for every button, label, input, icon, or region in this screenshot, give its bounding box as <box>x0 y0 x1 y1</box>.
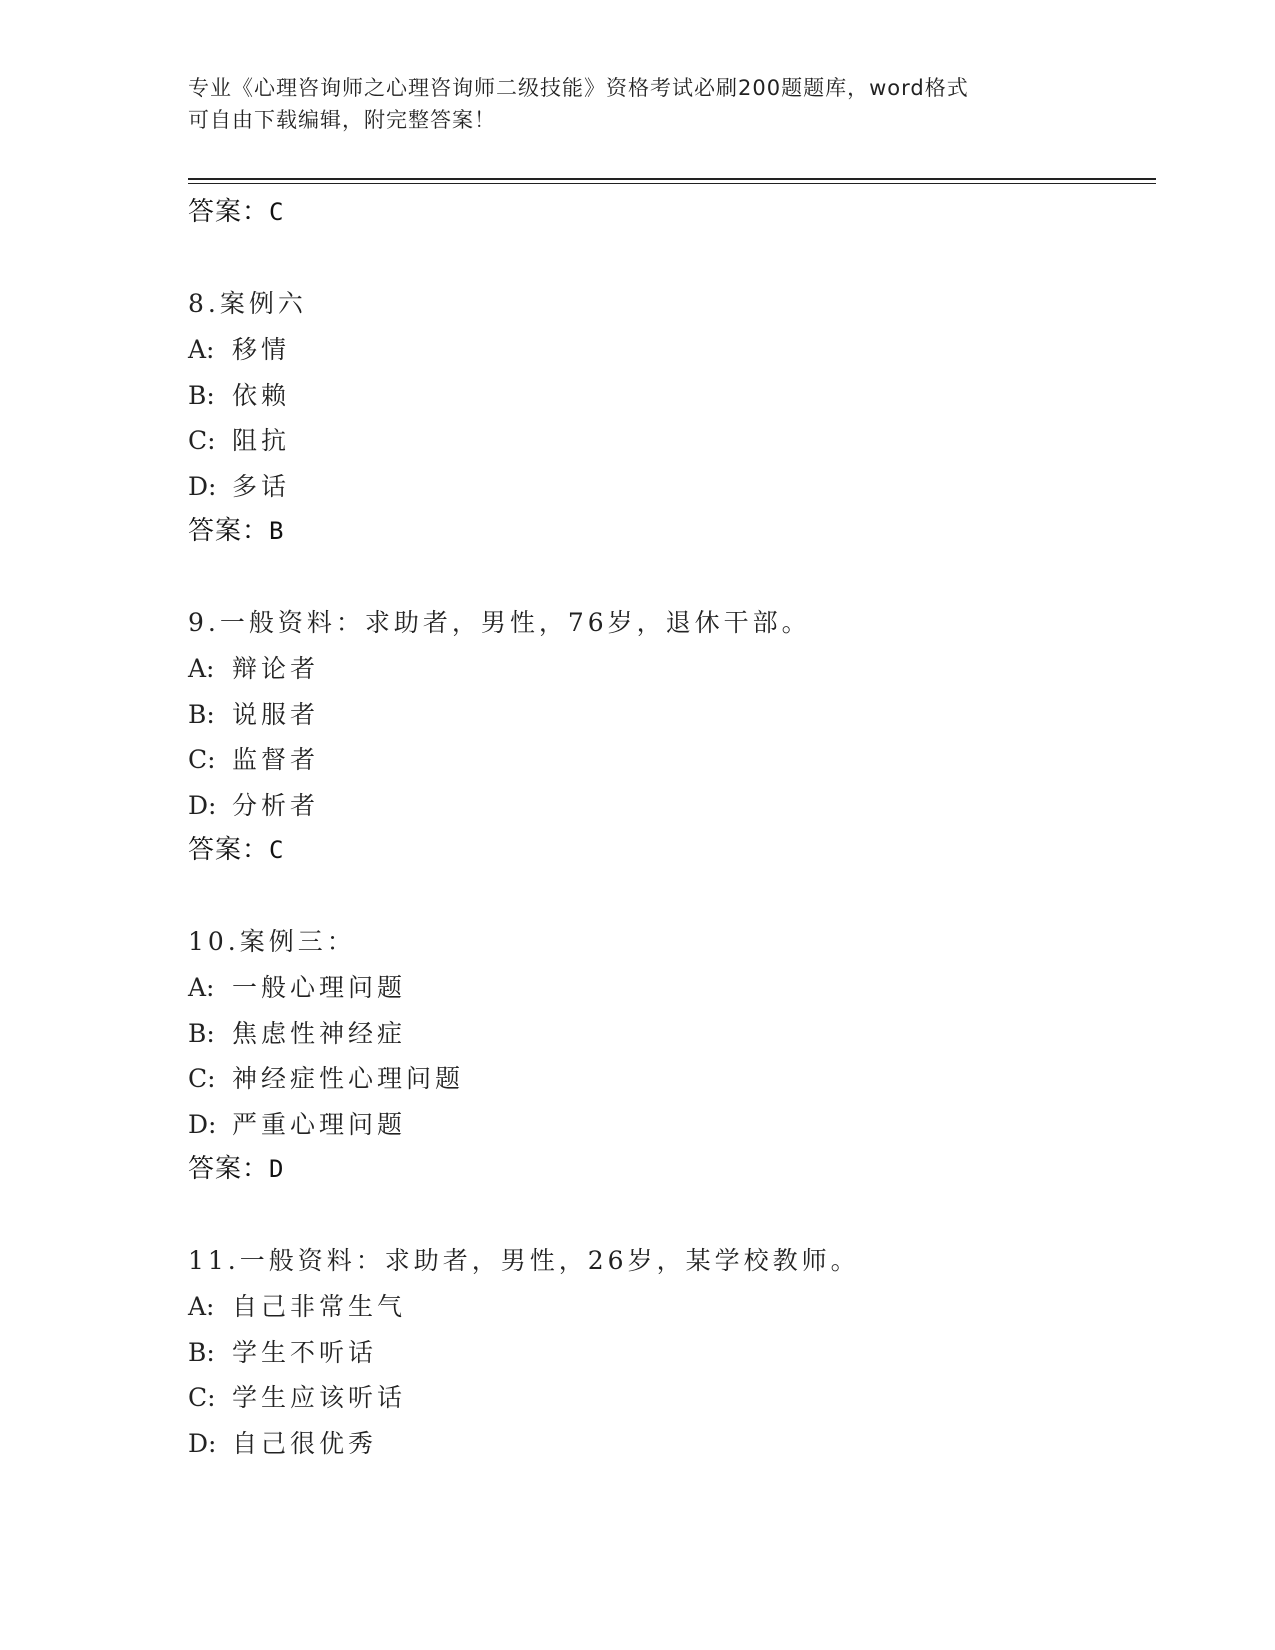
option-text: 阻抗 <box>232 426 291 455</box>
question-list <box>188 190 1148 1466</box>
header-title-line-1: 专业《心理咨询师之心理咨询师二级技能》资格考试必刷200题题库，word格式 <box>188 76 969 100</box>
option-a <box>188 1284 1148 1330</box>
header-divider-thick <box>188 178 1156 180</box>
option-text: 神经症性心理问题 <box>232 1064 465 1093</box>
option-key: A: <box>188 973 215 1002</box>
answer-line <box>188 190 1148 235</box>
option-key: D: <box>188 471 217 501</box>
option-key: C: <box>188 426 216 455</box>
spacer <box>188 1192 1148 1238</box>
answer-value: D <box>269 1155 285 1183</box>
option-b <box>188 692 1148 738</box>
option-text: 一般心理问题 <box>232 973 407 1002</box>
header-title-line-2: 可自由下载编辑，附完整答案！ <box>188 108 496 132</box>
answer-label: 答案： <box>188 516 270 546</box>
option-key: C: <box>188 745 216 774</box>
option-text: 自己非常生气 <box>232 1292 407 1321</box>
option-key: B: <box>188 699 215 729</box>
option-key: C: <box>188 1383 216 1412</box>
option-c <box>188 418 1148 464</box>
document-header <box>188 72 1088 136</box>
option-key: A: <box>188 335 215 364</box>
option-a <box>188 965 1148 1011</box>
answer-line <box>188 828 1148 873</box>
question-text: 10.案例三： <box>188 927 356 956</box>
answer-label: 答案： <box>188 835 270 865</box>
option-text: 学生应该听话 <box>232 1383 407 1412</box>
option-d <box>188 1102 1148 1148</box>
option-key: B: <box>188 380 215 410</box>
option-c <box>188 737 1148 783</box>
option-key: A: <box>188 1292 215 1321</box>
option-text: 自己很优秀 <box>232 1428 378 1458</box>
question-block <box>188 600 1148 873</box>
option-key: D: <box>188 790 217 820</box>
option-text: 监督者 <box>232 745 320 774</box>
question-text: 9.一般资料：求助者，男性，76岁，退休干部。 <box>188 608 811 637</box>
option-b <box>188 1330 1148 1376</box>
option-text: 多话 <box>232 471 291 501</box>
header-divider-thin <box>188 183 1156 184</box>
answer-label: 答案： <box>188 197 270 227</box>
spacer <box>188 235 1148 281</box>
option-key: B: <box>188 1337 215 1367</box>
option-b <box>188 1011 1148 1057</box>
answer-label: 答案： <box>188 1154 270 1184</box>
option-c <box>188 1056 1148 1102</box>
option-key: A: <box>188 654 215 683</box>
option-text: 说服者 <box>232 699 320 729</box>
answer-line <box>188 509 1148 554</box>
option-text: 移情 <box>232 335 291 364</box>
question-block <box>188 1238 1148 1466</box>
question-block <box>188 919 1148 1192</box>
option-key: C: <box>188 1064 216 1093</box>
spacer <box>188 554 1148 600</box>
option-key: D: <box>188 1428 217 1458</box>
answer-line <box>188 1147 1148 1192</box>
option-a <box>188 327 1148 373</box>
answer-value: C <box>269 198 285 226</box>
option-c <box>188 1375 1148 1421</box>
option-text: 辩论者 <box>232 654 320 683</box>
option-text: 严重心理问题 <box>232 1109 407 1139</box>
question-block <box>188 281 1148 554</box>
option-key: B: <box>188 1018 215 1048</box>
option-d <box>188 1421 1148 1467</box>
option-a <box>188 646 1148 692</box>
option-d <box>188 464 1148 510</box>
option-key: D: <box>188 1109 217 1139</box>
option-text: 焦虑性神经症 <box>232 1018 407 1048</box>
answer-value: C <box>269 836 285 864</box>
option-text: 学生不听话 <box>232 1337 378 1367</box>
option-text: 依赖 <box>232 380 291 410</box>
spacer <box>188 873 1148 919</box>
option-d <box>188 783 1148 829</box>
answer-value: B <box>269 517 285 545</box>
question-text: 11.一般资料：求助者，男性，26岁，某学校教师。 <box>188 1246 860 1275</box>
question-text: 8.案例六 <box>188 289 307 318</box>
option-text: 分析者 <box>232 790 320 820</box>
option-b <box>188 373 1148 419</box>
